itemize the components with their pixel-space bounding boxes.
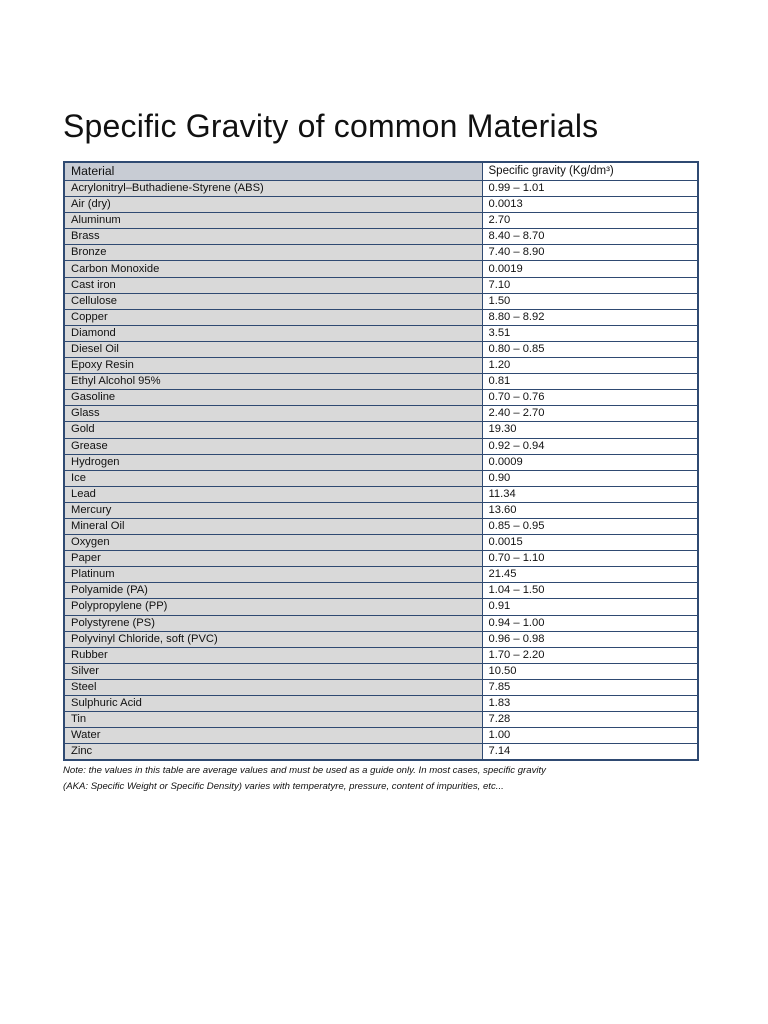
material-cell: Brass — [64, 229, 482, 245]
specific-gravity-cell: 8.40 – 8.70 — [482, 229, 698, 245]
material-cell: Rubber — [64, 647, 482, 663]
material-cell: Zinc — [64, 744, 482, 761]
material-cell: Diesel Oil — [64, 341, 482, 357]
table-row — [64, 712, 698, 728]
material-cell: Glass — [64, 406, 482, 422]
table-row — [64, 696, 698, 712]
material-cell: Copper — [64, 309, 482, 325]
specific-gravity-cell: 1.50 — [482, 293, 698, 309]
material-cell: Bronze — [64, 245, 482, 261]
material-cell: Diamond — [64, 325, 482, 341]
specific-gravity-cell: 0.99 – 1.01 — [482, 181, 698, 197]
specific-gravity-cell: 13.60 — [482, 502, 698, 518]
specific-gravity-cell: 10.50 — [482, 663, 698, 679]
material-cell: Steel — [64, 679, 482, 695]
table-row — [64, 583, 698, 599]
material-cell: Gold — [64, 422, 482, 438]
table-row — [64, 438, 698, 454]
specific-gravity-cell: 3.51 — [482, 325, 698, 341]
material-cell: Silver — [64, 663, 482, 679]
table-row — [64, 197, 698, 213]
specific-gravity-cell: 0.81 — [482, 374, 698, 390]
footnote: Note: the values in this table are average values and must be used as a guide only. In most cases, specific gravity (AKA: Specific Weight or Specific Density) varies with temperatyre, pressure, content of impurities, etc... — [63, 765, 546, 792]
specific-gravity-cell: 0.85 – 0.95 — [482, 518, 698, 534]
material-cell: Mercury — [64, 502, 482, 518]
table-row — [64, 470, 698, 486]
specific-gravity-cell: 2.70 — [482, 213, 698, 229]
table-row — [64, 615, 698, 631]
specific-gravity-cell: 0.90 — [482, 470, 698, 486]
specific-gravity-table — [63, 161, 699, 761]
table-row — [64, 679, 698, 695]
table-row — [64, 599, 698, 615]
material-cell: Aluminum — [64, 213, 482, 229]
specific-gravity-cell: 0.92 – 0.94 — [482, 438, 698, 454]
material-cell: Carbon Monoxide — [64, 261, 482, 277]
table-row — [64, 551, 698, 567]
specific-gravity-cell: 0.0013 — [482, 197, 698, 213]
specific-gravity-cell: 7.10 — [482, 277, 698, 293]
specific-gravity-cell: 0.80 – 0.85 — [482, 341, 698, 357]
specific-gravity-cell: 11.34 — [482, 486, 698, 502]
table-row — [64, 535, 698, 551]
table-row — [64, 277, 698, 293]
specific-gravity-cell: 7.85 — [482, 679, 698, 695]
table-row — [64, 647, 698, 663]
material-cell: Ice — [64, 470, 482, 486]
specific-gravity-cell: 0.91 — [482, 599, 698, 615]
table-row — [64, 406, 698, 422]
specific-gravity-cell: 0.0015 — [482, 535, 698, 551]
material-cell: Cellulose — [64, 293, 482, 309]
specific-gravity-cell: 7.28 — [482, 712, 698, 728]
material-cell: Tin — [64, 712, 482, 728]
table-row — [64, 518, 698, 534]
table-row — [64, 422, 698, 438]
header-material: Material — [64, 162, 482, 181]
material-cell: Polypropylene (PP) — [64, 599, 482, 615]
material-cell: Polystyrene (PS) — [64, 615, 482, 631]
material-cell: Sulphuric Acid — [64, 696, 482, 712]
material-cell: Polyamide (PA) — [64, 583, 482, 599]
specific-gravity-cell: 1.20 — [482, 358, 698, 374]
specific-gravity-cell: 1.83 — [482, 696, 698, 712]
table-row — [64, 229, 698, 245]
header-specific-gravity: Specific gravity (Kg/dm³) — [482, 162, 698, 181]
table-row — [64, 663, 698, 679]
specific-gravity-cell: 0.94 – 1.00 — [482, 615, 698, 631]
material-cell: Acrylonitryl–Buthadiene-Styrene (ABS) — [64, 181, 482, 197]
material-cell: Water — [64, 728, 482, 744]
table-body — [64, 181, 698, 761]
material-cell: Gasoline — [64, 390, 482, 406]
page-title: Specific Gravity of common Materials — [63, 108, 599, 144]
table-row — [64, 213, 698, 229]
material-cell: Hydrogen — [64, 454, 482, 470]
specific-gravity-cell: 8.80 – 8.92 — [482, 309, 698, 325]
table-row — [64, 374, 698, 390]
table-row — [64, 390, 698, 406]
specific-gravity-cell: 1.70 – 2.20 — [482, 647, 698, 663]
specific-gravity-cell: 1.00 — [482, 728, 698, 744]
material-cell: Polyvinyl Chloride, soft (PVC) — [64, 631, 482, 647]
material-cell: Grease — [64, 438, 482, 454]
specific-gravity-cell: 21.45 — [482, 567, 698, 583]
table-row — [64, 181, 698, 197]
material-cell: Lead — [64, 486, 482, 502]
specific-gravity-cell: 1.04 – 1.50 — [482, 583, 698, 599]
specific-gravity-cell: 2.40 – 2.70 — [482, 406, 698, 422]
specific-gravity-cell: 0.70 – 1.10 — [482, 551, 698, 567]
specific-gravity-cell: 19.30 — [482, 422, 698, 438]
table-row — [64, 309, 698, 325]
table-row — [64, 325, 698, 341]
material-cell: Cast iron — [64, 277, 482, 293]
specific-gravity-cell: 0.0019 — [482, 261, 698, 277]
material-cell: Mineral Oil — [64, 518, 482, 534]
specific-gravity-cell: 0.0009 — [482, 454, 698, 470]
table-row — [64, 293, 698, 309]
table-row — [64, 454, 698, 470]
table-row — [64, 744, 698, 761]
table-row — [64, 261, 698, 277]
table-row — [64, 502, 698, 518]
material-cell: Paper — [64, 551, 482, 567]
material-cell: Platinum — [64, 567, 482, 583]
table-row — [64, 631, 698, 647]
table-row — [64, 728, 698, 744]
table-row — [64, 358, 698, 374]
material-cell: Air (dry) — [64, 197, 482, 213]
material-cell: Epoxy Resin — [64, 358, 482, 374]
specific-gravity-cell: 7.40 – 8.90 — [482, 245, 698, 261]
specific-gravity-cell: 0.70 – 0.76 — [482, 390, 698, 406]
table-row — [64, 486, 698, 502]
specific-gravity-cell: 0.96 – 0.98 — [482, 631, 698, 647]
table-header-row — [64, 162, 698, 181]
material-cell: Ethyl Alcohol 95% — [64, 374, 482, 390]
table-row — [64, 341, 698, 357]
table-row — [64, 245, 698, 261]
table-row — [64, 567, 698, 583]
specific-gravity-cell: 7.14 — [482, 744, 698, 761]
material-cell: Oxygen — [64, 535, 482, 551]
